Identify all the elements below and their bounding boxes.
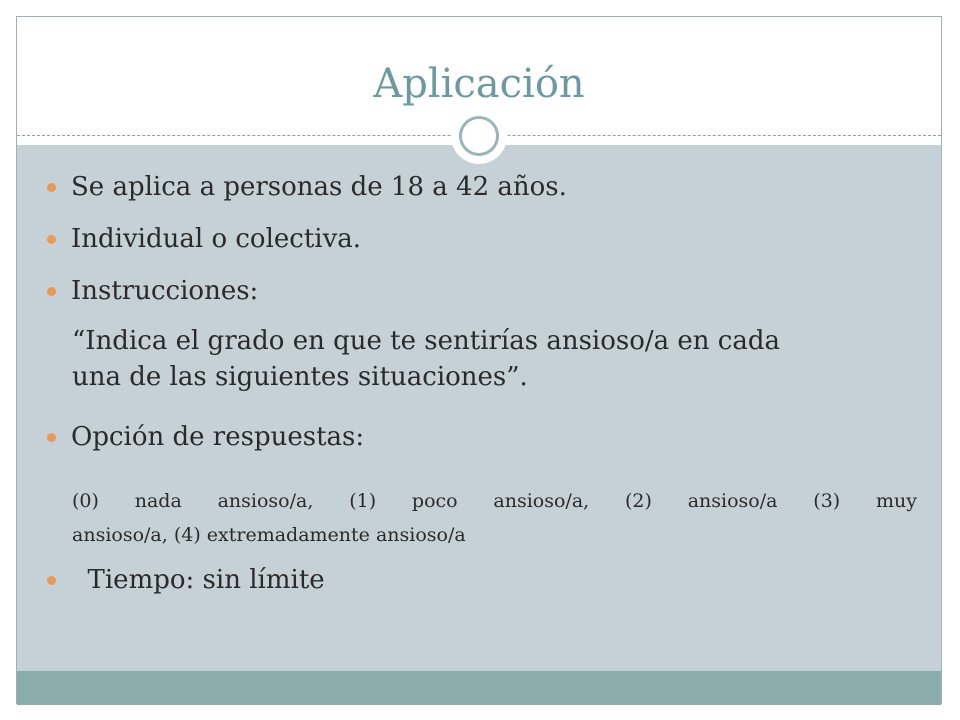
list-item-text: Se aplica a personas de 18 a 42 años. (71, 172, 567, 202)
list-item-text: Opción de respuestas: (71, 422, 365, 452)
slide-title: Aplicación (373, 61, 585, 107)
list-item-text: Individual o colectiva. (71, 224, 362, 254)
response-options-line: (0) nada ansioso/a, (1) poco ansioso/a, (2) ansioso/a (3) muy (72, 490, 917, 512)
bullet-dot-icon (47, 433, 56, 442)
list-item (47, 422, 364, 452)
bullet-dot-icon (47, 576, 56, 585)
list-item (47, 224, 361, 254)
response-options (72, 484, 917, 552)
instructions-quote-line: una de las siguientes situaciones”. (72, 362, 528, 392)
bullet-dot-icon (47, 235, 56, 244)
list-item (47, 172, 567, 202)
list-item-text: Instrucciones: (71, 276, 259, 306)
list-item-text: Tiempo: sin límite (71, 565, 325, 595)
response-options-line: ansioso/a, (4) extremadamente ansioso/a (72, 524, 466, 546)
instructions-quote (72, 323, 917, 395)
bullet-list (17, 17, 941, 703)
instructions-quote-line: “Indica el grado en que te sentirías ansioso/a en cada (72, 326, 781, 356)
list-item (47, 276, 258, 306)
list-item (47, 565, 325, 595)
bullet-dot-icon (47, 183, 56, 192)
bullet-dot-icon (47, 287, 56, 296)
slide-frame (16, 16, 942, 704)
